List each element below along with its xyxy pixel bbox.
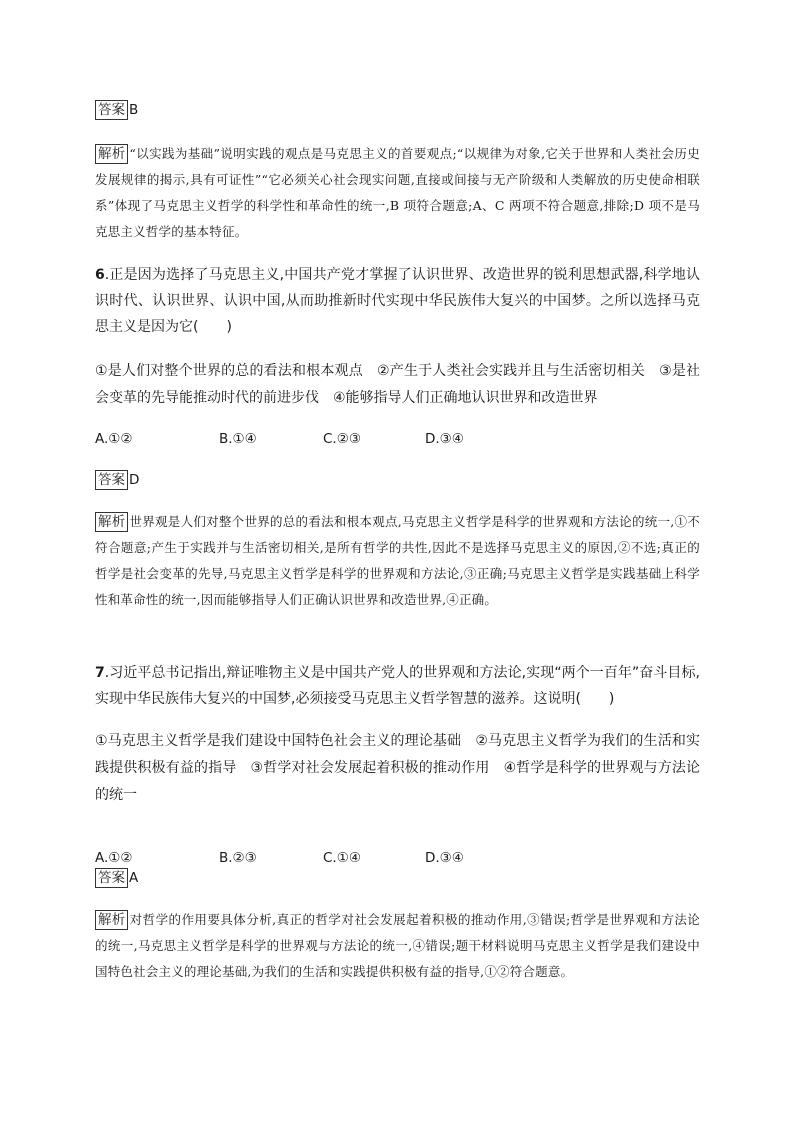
q7-statements: ①马克思主义哲学是我们建设中国特色社会主义的理论基础 ②马克思主义哲学为我们的生活和实践提供积极有益的指导 ③哲学对社会发展起着积极的推动作用 ④哲学是科学的世界观与方法论的统一 <box>95 733 700 803</box>
q5-answer-value: B <box>129 102 139 118</box>
analysis-tag: 解析 <box>95 512 128 532</box>
q7-stem <box>95 660 700 712</box>
q6-stem <box>95 262 700 340</box>
q6-statements: ①是人们对整个世界的总的看法和根本观点 ②产生于人类社会实践并且与生活密切相关 ③是社会变革的先导能推动时代的前进步伐 ④能够指导人们正确地认识世界和改造世界 <box>95 363 700 406</box>
q5-analysis <box>95 141 700 245</box>
answer-tag: 答案 <box>95 470 128 490</box>
q7-choice-a[interactable]: A.①② <box>95 850 133 866</box>
analysis-tag: 解析 <box>95 144 128 164</box>
q6-answer-value: D <box>129 472 140 488</box>
document-page <box>95 0 700 979</box>
q7-answer-line <box>95 868 700 888</box>
q6-number: 6 <box>95 267 105 283</box>
q7-analysis <box>95 907 700 985</box>
q7-choice-d[interactable]: D.③④ <box>425 850 464 866</box>
q7-choice-c[interactable]: C.①④ <box>323 850 361 866</box>
answer-tag: 答案 <box>95 100 128 120</box>
q5-answer-line <box>95 100 700 120</box>
q7-stem-text: .习近平总书记指出,辩证唯物主义是中国共产党人的世界观和方法论,实现“两个一百年”奋斗目标,实现中华民族伟大复兴的中国梦,必须接受马克思主义哲学智慧的滋养。这说明( ) <box>95 665 700 707</box>
q6-answer-line <box>95 470 700 490</box>
q6-choices <box>95 429 700 449</box>
q6-analysis <box>95 509 700 613</box>
q6-choice-a[interactable]: A.①② <box>95 431 133 447</box>
q7-analysis-text: 对哲学的作用要具体分析,真正的哲学对社会发展起着积极的推动作用,③错误;哲学是世界观和方法论的统一,马克思主义哲学是科学的世界观与方法论的统一,④错误;题干材料说明马克思主义哲学是我们建设中国特色社会主义的理论基础,为我们的生活和实践提供积极有益的指导,①②符合题意。 <box>95 912 700 979</box>
q6-analysis-text: 世界观是人们对整个世界的总的看法和根本观点,马克思主义哲学是科学的世界观和方法论的统一,①不符合题意;产生于实践并与生活密切相关,是所有哲学的共性,因此不是选择马克思主义的原因,②不选;真正的哲学是社会变革的先导,马克思主义哲学是科学的世界观和方法论,③正确;马克思主义哲学是实践基础上科学性和革命性的统一,因而能够指导人们正确认识世界和改造世界,④正确。 <box>95 514 700 607</box>
q7-number: 7 <box>95 665 105 681</box>
q6-stem-text: .正是因为选择了马克思主义,中国共产党才掌握了认识世界、改造世界的锐利思想武器,科学地认识时代、认识世界、认识中国,从而助推新时代实现中华民族伟大复兴的中国梦。之所以选择马克思主义是因为它( ) <box>95 267 700 335</box>
q6-choice-b[interactable]: B.①④ <box>219 431 257 447</box>
analysis-tag: 解析 <box>95 910 128 930</box>
q6-choice-d[interactable]: D.③④ <box>425 431 464 447</box>
q7-choice-b[interactable]: B.②③ <box>219 850 257 866</box>
answer-tag: 答案 <box>95 868 128 888</box>
q6-choice-c[interactable]: C.②③ <box>323 431 361 447</box>
q7-choices <box>95 848 700 868</box>
q7-answer-value: A <box>129 870 139 886</box>
q5-analysis-text: “以实践为基础”说明实践的观点是马克思主义的首要观点;“以规律为对象,它关于世界和人类社会历史发展规律的揭示,具有可证性”“它必须关心社会现实问题,直接或间接与无产阶级和人类解放的历史使命相联系”体现了马克思主义哲学的科学性和革命性的统一,B 项符合题意;A、C 两项不符合题意,排除;D 项不是马克思主义哲学的基本特征。 <box>95 146 700 239</box>
